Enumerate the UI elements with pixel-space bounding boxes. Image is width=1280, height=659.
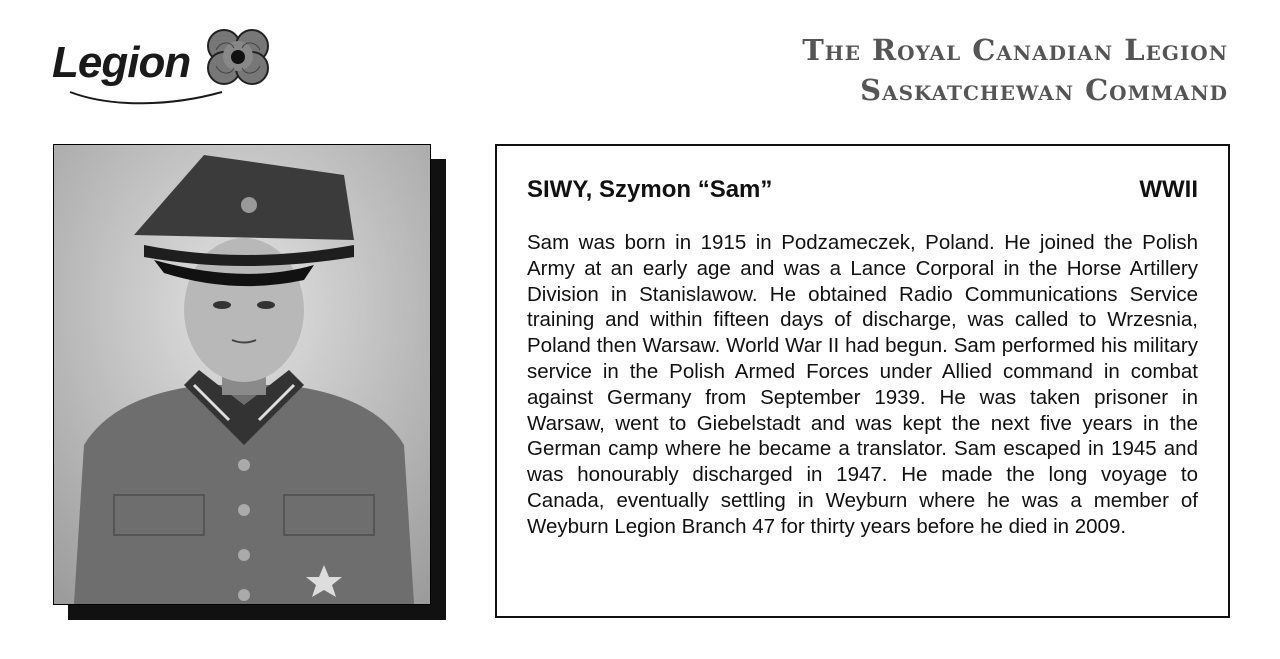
soldier-portrait-photo <box>53 144 431 605</box>
header-line-1: The Royal Canadian Legion <box>802 33 1228 67</box>
organization-header <box>802 30 1228 110</box>
veteran-name: SIWY, Szymon “Sam” <box>527 176 773 203</box>
portrait-frame <box>53 144 431 605</box>
logo-wordmark: Legion <box>52 38 191 87</box>
poppy-icon <box>52 22 282 106</box>
biography-card <box>495 144 1230 618</box>
legion-logo <box>52 22 282 106</box>
war-label: WWII <box>1139 176 1198 203</box>
card-header <box>527 176 1198 204</box>
header-line-2: Saskatchewan Command <box>860 73 1228 107</box>
biography-text: Sam was born in 1915 in Podzameczek, Poland. He joined the Polish Army at an early age and was a Lance Corporal in the Horse Artillery Division in Stanislawow. He obtained Radio Communications Service training and within fifteen days of discharge, was called to Wrzesnia, Poland then Warsaw. World War II had begun. Sam performed his military service in the Polish Armed Forces under Allied command in combat against Germany from September 1939. He was taken prisoner in Warsaw, went to Giebelstadt and was kept the next five years in the German camp where he became a translator. Sam escaped in 1945 and was honourably discharged in 1947. He made the long voyage to Canada, eventually settling in Weyburn where he was a member of Weyburn Legion Branch 47 for thirty years before he died in 2009. <box>527 231 1198 538</box>
